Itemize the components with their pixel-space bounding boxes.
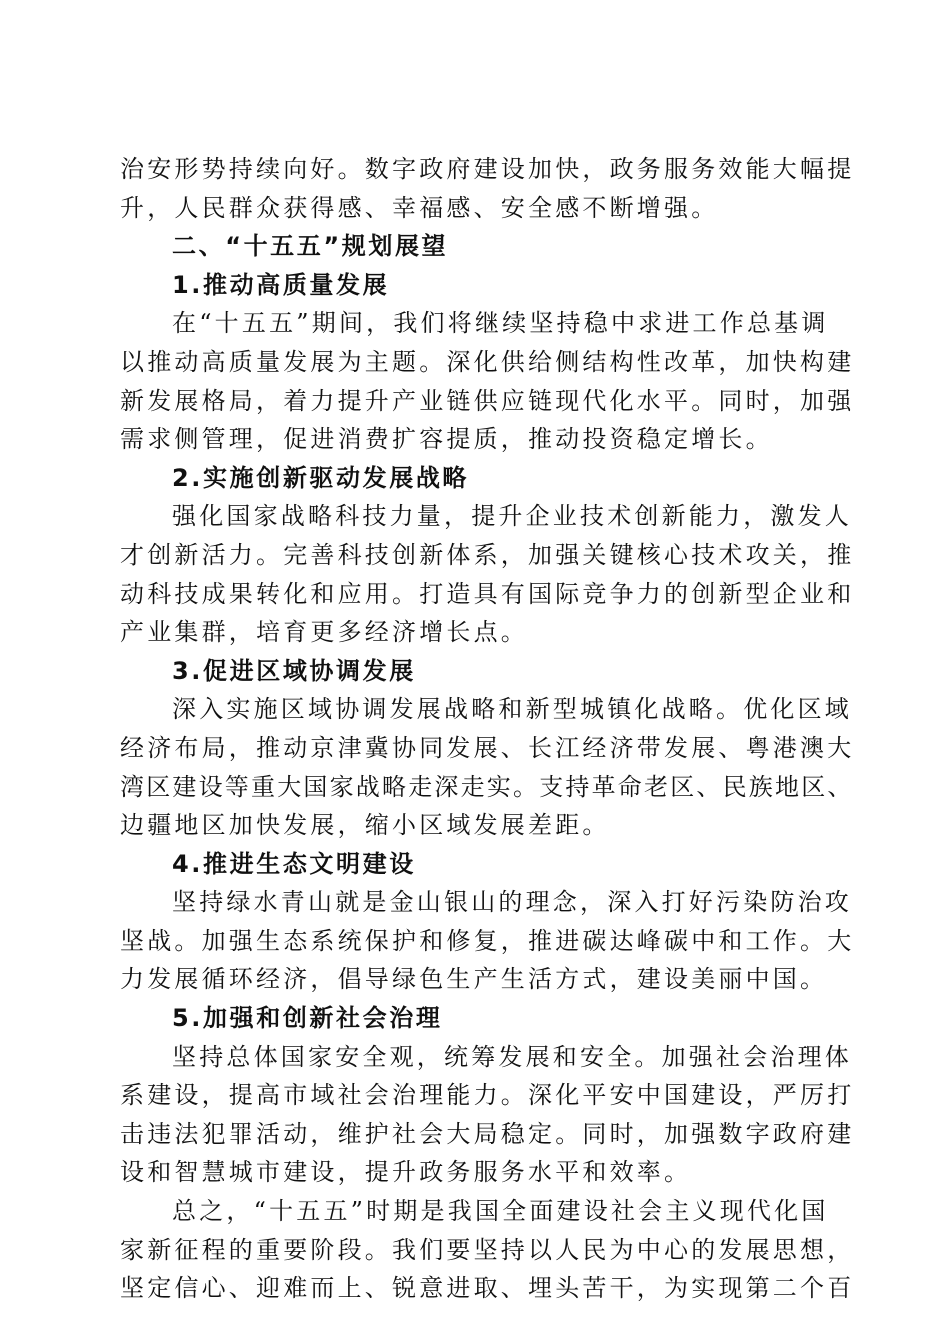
- paragraph-line: 力发展循环经济，倡导绿色生产生活方式，建设美丽中国。: [120, 965, 828, 994]
- paragraph-line: 动科技成果转化和应用。打造具有国际竞争力的创新型企业和: [120, 579, 855, 608]
- paragraph-line: 家新征程的重要阶段。我们要坚持以人民为中心的发展思想，: [120, 1235, 855, 1264]
- paragraph-line: 坚持总体国家安全观，统筹发展和安全。加强社会治理体: [172, 1042, 852, 1071]
- paragraph-line: 升，人民群众获得感、幸福感、安全感不断增强。: [120, 193, 719, 222]
- paragraph-line: 总之，“十五五”时期是我国全面建设社会主义现代化国: [172, 1197, 829, 1226]
- subsection-heading: 5.加强和创新社会治理: [172, 1004, 443, 1033]
- subsection-heading: 3.促进区域协调发展: [172, 656, 416, 685]
- paragraph-line: 边疆地区加快发展，缩小区域发展差距。: [120, 811, 610, 840]
- paragraph-line: 产业集群，培育更多经济增长点。: [120, 618, 528, 647]
- document-body: [120, 150, 855, 1308]
- paragraph-line: 深入实施区域协调发展战略和新型城镇化战略。优化区域: [172, 695, 852, 724]
- paragraph-line: 湾区建设等重大国家战略走深走实。支持革命老区、民族地区、: [120, 772, 854, 801]
- paragraph-line: 需求侧管理，促进消费扩容提质，推动投资稳定增长。: [120, 425, 773, 454]
- paragraph-line: 在“十五五”期间，我们将继续坚持稳中求进工作总基调: [172, 309, 829, 338]
- paragraph-line: 才创新活力。完善科技创新体系，加强关键核心技术攻关，推: [120, 540, 855, 569]
- paragraph-line: 以推动高质量发展为主题。深化供给侧结构性改革，加快构建: [120, 347, 855, 376]
- paragraph-line: 设和智慧城市建设，提升政务服务水平和效率。: [120, 1158, 692, 1187]
- subsection-heading: 1.推动高质量发展: [172, 270, 390, 299]
- section-heading: 二、“十五五”规划展望: [172, 232, 449, 261]
- paragraph-line: 强化国家战略科技力量，提升企业技术创新能力，激发人: [172, 502, 852, 531]
- paragraph-line: 击违法犯罪活动，维护社会大局稳定。同时，加强数字政府建: [120, 1119, 855, 1148]
- paragraph-line: 坚定信心、迎难而上、锐意进取、埋头苦干，为实现第二个百: [120, 1274, 855, 1303]
- subsection-heading: 4.推进生态文明建设: [172, 849, 416, 878]
- paragraph-line: 系建设，提高市域社会治理能力。深化平安中国建设，严厉打: [120, 1081, 855, 1110]
- subsection-heading: 2.实施创新驱动发展战略: [172, 463, 470, 492]
- paragraph-line: 坚持绿水青山就是金山银山的理念，深入打好污染防治攻: [172, 888, 852, 917]
- paragraph-line: 新发展格局，着力提升产业链供应链现代化水平。同时，加强: [120, 386, 855, 415]
- paragraph-line: 坚战。加强生态系统保护和修复，推进碳达峰碳中和工作。大: [120, 926, 855, 955]
- paragraph-line: 经济布局，推动京津冀协同发展、长江经济带发展、粤港澳大: [120, 733, 855, 762]
- paragraph-line: 治安形势持续向好。数字政府建设加快，政务服务效能大幅提: [120, 155, 855, 183]
